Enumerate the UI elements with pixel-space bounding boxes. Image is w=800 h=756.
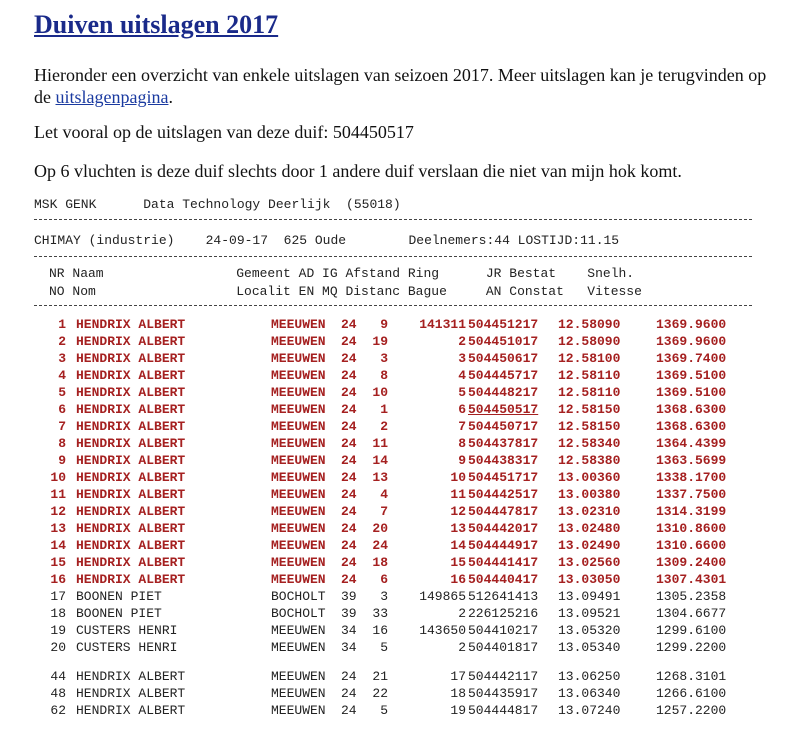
ig-cell: 22: [372, 686, 388, 701]
ig-cell: 16: [372, 623, 388, 638]
ring-cell: 504442017: [468, 521, 539, 536]
ig-cell: 6: [380, 572, 388, 587]
ring-cell: 504437817: [468, 436, 539, 451]
distance-cell: 12: [450, 504, 466, 519]
municipality-cell: MEEUWEN: [271, 555, 326, 570]
speed-cell: 1305.2358: [656, 589, 727, 604]
municipality-cell: MEEUWEN: [271, 572, 326, 587]
name-cell: HENDRIX ALBERT: [76, 368, 186, 383]
distance-cell: 2: [458, 606, 466, 621]
ig-cell: 5: [380, 703, 388, 718]
ig-cell: 3: [380, 351, 388, 366]
distance-cell: 3: [458, 351, 466, 366]
ig-cell: 9: [380, 317, 388, 332]
name-cell: HENDRIX ALBERT: [76, 703, 186, 718]
speed-cell: 1257.2200: [656, 703, 727, 718]
municipality-cell: MEEUWEN: [271, 402, 326, 417]
name-cell: HENDRIX ALBERT: [76, 402, 186, 417]
arrival-time-cell: 13.00380: [558, 487, 621, 502]
divider: [34, 256, 752, 257]
rank-cell: 48: [50, 686, 66, 701]
speed-cell: 1369.9600: [656, 334, 727, 349]
ad-cell: 24: [341, 686, 357, 701]
ad-cell: 34: [341, 640, 357, 655]
arrival-time-cell: 13.02310: [558, 504, 621, 519]
name-cell: CUSTERS HENRI: [76, 623, 178, 638]
speed-cell: 1369.5100: [656, 385, 727, 400]
speed-cell: 1368.6300: [656, 402, 727, 417]
distance-cell: 18: [450, 686, 466, 701]
intro-text: Hieronder een overzicht van enkele uitslagen van seizoen 2017. Meer uitslagen kan je terugvinden op de: [34, 65, 767, 107]
ring-cell: 226125216: [468, 606, 539, 621]
name-cell: BOONEN PIET: [76, 606, 162, 621]
arrival-time-cell: 13.03050: [558, 572, 621, 587]
name-cell: HENDRIX ALBERT: [76, 385, 186, 400]
ring-cell: 504444817: [468, 703, 539, 718]
ring-cell: 504442117: [468, 669, 539, 684]
speed-cell: 1368.6300: [656, 419, 727, 434]
ad-cell: 24: [341, 351, 357, 366]
municipality-cell: MEEUWEN: [271, 703, 326, 718]
name-cell: HENDRIX ALBERT: [76, 669, 186, 684]
ad-cell: 24: [341, 470, 357, 485]
ig-cell: 2: [380, 419, 388, 434]
speed-cell: 1268.3101: [656, 669, 727, 684]
ring-cell: 504440417: [468, 572, 539, 587]
ad-cell: 24: [341, 436, 357, 451]
speed-cell: 1337.7500: [656, 487, 727, 502]
ig-cell: 8: [380, 368, 388, 383]
ring-cell: 504451017: [468, 334, 539, 349]
name-cell: HENDRIX ALBERT: [76, 572, 186, 587]
ad-cell: 24: [341, 453, 357, 468]
rank-cell: 44: [50, 669, 66, 684]
speed-cell: 1299.2200: [656, 640, 727, 655]
intro-end: .: [168, 87, 173, 107]
ring-cell: 504451217: [468, 317, 539, 332]
municipality-cell: MEEUWEN: [271, 669, 326, 684]
name-cell: HENDRIX ALBERT: [76, 436, 186, 451]
ad-cell: 39: [341, 589, 357, 604]
ig-cell: 19: [372, 334, 388, 349]
speed-cell: 1364.4399: [656, 436, 727, 451]
name-cell: HENDRIX ALBERT: [76, 686, 186, 701]
ad-cell: 24: [341, 402, 357, 417]
divider: [34, 305, 752, 306]
arrival-time-cell: 13.02560: [558, 555, 621, 570]
column-header-2: NO Nom Localit EN MQ Distanc Bague AN Constat Vitesse: [49, 284, 658, 299]
municipality-cell: MEEUWEN: [271, 640, 326, 655]
ad-cell: 24: [341, 504, 357, 519]
distance-cell: 2: [458, 334, 466, 349]
distance-cell: 4: [458, 368, 466, 383]
distance-cell: 149865: [419, 589, 466, 604]
rank-cell: 16: [50, 572, 66, 587]
municipality-cell: MEEUWEN: [271, 419, 326, 434]
speed-cell: 1369.7400: [656, 351, 727, 366]
rank-cell: 10: [50, 470, 66, 485]
name-cell: HENDRIX ALBERT: [76, 317, 186, 332]
ring-cell: 504450717: [468, 419, 539, 434]
rank-cell: 5: [58, 385, 66, 400]
speed-cell: 1369.5100: [656, 368, 727, 383]
speed-cell: 1299.6100: [656, 623, 727, 638]
name-cell: BOONEN PIET: [76, 589, 162, 604]
ring-cell: 504410217: [468, 623, 539, 638]
municipality-cell: MEEUWEN: [271, 436, 326, 451]
ig-cell: 13: [372, 470, 388, 485]
rank-cell: 3: [58, 351, 66, 366]
ad-cell: 24: [341, 385, 357, 400]
ring-cell: 504450617: [468, 351, 539, 366]
rank-cell: 9: [58, 453, 66, 468]
speed-cell: 1307.4301: [656, 572, 727, 587]
name-cell: HENDRIX ALBERT: [76, 419, 186, 434]
ad-cell: 39: [341, 606, 357, 621]
rank-cell: 1: [58, 317, 66, 332]
speed-cell: 1266.6100: [656, 686, 727, 701]
distance-cell: 6: [458, 402, 466, 417]
municipality-cell: MEEUWEN: [271, 504, 326, 519]
rank-cell: 8: [58, 436, 66, 451]
highlight-note: Let vooral op de uitslagen van deze duif: 504450517: [34, 122, 414, 142]
rank-cell: 6: [58, 402, 66, 417]
arrival-time-cell: 12.58150: [558, 402, 621, 417]
name-cell: HENDRIX ALBERT: [76, 334, 186, 349]
name-cell: HENDRIX ALBERT: [76, 351, 186, 366]
ring-cell: 504435917: [468, 686, 539, 701]
distance-cell: 143650: [419, 623, 466, 638]
ad-cell: 24: [341, 317, 357, 332]
ig-cell: 10: [372, 385, 388, 400]
ad-cell: 24: [341, 572, 357, 587]
rank-cell: 7: [58, 419, 66, 434]
municipality-cell: BOCHOLT: [271, 606, 326, 621]
rank-cell: 17: [50, 589, 66, 604]
name-cell: CUSTERS HENRI: [76, 640, 178, 655]
ig-cell: 11: [372, 436, 388, 451]
municipality-cell: MEEUWEN: [271, 487, 326, 502]
distance-cell: 141311: [419, 317, 466, 332]
rank-cell: 11: [50, 487, 66, 502]
municipality-cell: MEEUWEN: [271, 385, 326, 400]
municipality-cell: MEEUWEN: [271, 453, 326, 468]
race-line: CHIMAY (industrie) 24-09-17 625 Oude Deelnemers:44 LOSTIJD:11.15: [34, 233, 620, 248]
ig-cell: 5: [380, 640, 388, 655]
ig-cell: 14: [372, 453, 388, 468]
distance-cell: 10: [450, 470, 466, 485]
ad-cell: 24: [341, 703, 357, 718]
distance-cell: 7: [458, 419, 466, 434]
ring-cell: 504451717: [468, 470, 539, 485]
speed-cell: 1310.6600: [656, 538, 727, 553]
ig-cell: 1: [380, 402, 388, 417]
arrival-time-cell: 13.00360: [558, 470, 621, 485]
ring-cell: 504438317: [468, 453, 539, 468]
ig-cell: 7: [380, 504, 388, 519]
distance-cell: 8: [458, 436, 466, 451]
ig-cell: 4: [380, 487, 388, 502]
municipality-cell: MEEUWEN: [271, 351, 326, 366]
arrival-time-cell: 12.58150: [558, 419, 621, 434]
ig-cell: 3: [380, 589, 388, 604]
arrival-time-cell: 13.09521: [558, 606, 621, 621]
ig-cell: 18: [372, 555, 388, 570]
arrival-time-cell: 13.05320: [558, 623, 621, 638]
ig-cell: 20: [372, 521, 388, 536]
performance-note: Op 6 vluchten is deze duif slechts door 1 andere duif verslaan die niet van mijn hok komt.: [34, 161, 682, 181]
rank-cell: 2: [58, 334, 66, 349]
ring-cell: 504441417: [468, 555, 539, 570]
rank-cell: 4: [58, 368, 66, 383]
arrival-time-cell: 13.05340: [558, 640, 621, 655]
speed-cell: 1309.2400: [656, 555, 727, 570]
rank-cell: 19: [50, 623, 66, 638]
arrival-time-cell: 12.58090: [558, 317, 621, 332]
name-cell: HENDRIX ALBERT: [76, 504, 186, 519]
name-cell: HENDRIX ALBERT: [76, 487, 186, 502]
rank-cell: 14: [50, 538, 66, 553]
ad-cell: 24: [341, 521, 357, 536]
municipality-cell: MEEUWEN: [271, 521, 326, 536]
ring-cell: 504401817: [468, 640, 539, 655]
speed-cell: 1338.1700: [656, 470, 727, 485]
ad-cell: 24: [341, 487, 357, 502]
name-cell: HENDRIX ALBERT: [76, 521, 186, 536]
speed-cell: 1314.3199: [656, 504, 727, 519]
ring-cell: 504445717: [468, 368, 539, 383]
municipality-cell: MEEUWEN: [271, 334, 326, 349]
ig-cell: 24: [372, 538, 388, 553]
distance-cell: 5: [458, 385, 466, 400]
rank-cell: 20: [50, 640, 66, 655]
arrival-time-cell: 13.02480: [558, 521, 621, 536]
ad-cell: 24: [341, 334, 357, 349]
municipality-cell: MEEUWEN: [271, 538, 326, 553]
arrival-time-cell: 12.58110: [558, 385, 621, 400]
arrival-time-cell: 13.02490: [558, 538, 621, 553]
arrival-time-cell: 12.58110: [558, 368, 621, 383]
municipality-cell: MEEUWEN: [271, 368, 326, 383]
distance-cell: 2: [458, 640, 466, 655]
arrival-time-cell: 13.06250: [558, 669, 621, 684]
ring-cell: 504447817: [468, 504, 539, 519]
speed-cell: 1369.9600: [656, 317, 727, 332]
municipality-cell: MEEUWEN: [271, 686, 326, 701]
distance-cell: 14: [450, 538, 466, 553]
ring-cell: 504442517: [468, 487, 539, 502]
name-cell: HENDRIX ALBERT: [76, 555, 186, 570]
divider: [34, 219, 752, 220]
rank-cell: 15: [50, 555, 66, 570]
organisation-line: MSK GENK Data Technology Deerlijk (55018): [34, 197, 401, 212]
name-cell: HENDRIX ALBERT: [76, 453, 186, 468]
ad-cell: 24: [341, 555, 357, 570]
municipality-cell: MEEUWEN: [271, 470, 326, 485]
ad-cell: 24: [341, 368, 357, 383]
distance-cell: 16: [450, 572, 466, 587]
speed-cell: 1304.6677: [656, 606, 727, 621]
rank-cell: 18: [50, 606, 66, 621]
municipality-cell: MEEUWEN: [271, 623, 326, 638]
distance-cell: 11: [450, 487, 466, 502]
ring-cell: 504450517: [468, 402, 539, 417]
arrival-time-cell: 12.58100: [558, 351, 621, 366]
distance-cell: 13: [450, 521, 466, 536]
arrival-time-cell: 12.58340: [558, 436, 621, 451]
ad-cell: 24: [341, 419, 357, 434]
ad-cell: 24: [341, 538, 357, 553]
ad-cell: 34: [341, 623, 357, 638]
arrival-time-cell: 12.58380: [558, 453, 621, 468]
speed-cell: 1310.8600: [656, 521, 727, 536]
ring-cell: 504444917: [468, 538, 539, 553]
intro-paragraph: [34, 64, 774, 108]
name-cell: HENDRIX ALBERT: [76, 470, 186, 485]
results-page-link[interactable]: uitslagenpagina: [55, 87, 169, 107]
municipality-cell: BOCHOLT: [271, 589, 326, 604]
page-title: Duiven uitslagen 2017: [34, 10, 279, 39]
ad-cell: 24: [341, 669, 357, 684]
ig-cell: 33: [372, 606, 388, 621]
distance-cell: 17: [450, 669, 466, 684]
rank-cell: 13: [50, 521, 66, 536]
arrival-time-cell: 13.07240: [558, 703, 621, 718]
ring-cell: 512641413: [468, 589, 539, 604]
arrival-time-cell: 12.58090: [558, 334, 621, 349]
arrival-time-cell: 13.06340: [558, 686, 621, 701]
ring-cell: 504448217: [468, 385, 539, 400]
distance-cell: 9: [458, 453, 466, 468]
municipality-cell: MEEUWEN: [271, 317, 326, 332]
column-header-1: NR Naam Gemeent AD IG Afstand Ring JR Bestat Snelh.: [49, 266, 658, 281]
distance-cell: 19: [450, 703, 466, 718]
ig-cell: 21: [372, 669, 388, 684]
rank-cell: 62: [50, 703, 66, 718]
arrival-time-cell: 13.09491: [558, 589, 621, 604]
distance-cell: 15: [450, 555, 466, 570]
name-cell: HENDRIX ALBERT: [76, 538, 186, 553]
speed-cell: 1363.5699: [656, 453, 727, 468]
rank-cell: 12: [50, 504, 66, 519]
